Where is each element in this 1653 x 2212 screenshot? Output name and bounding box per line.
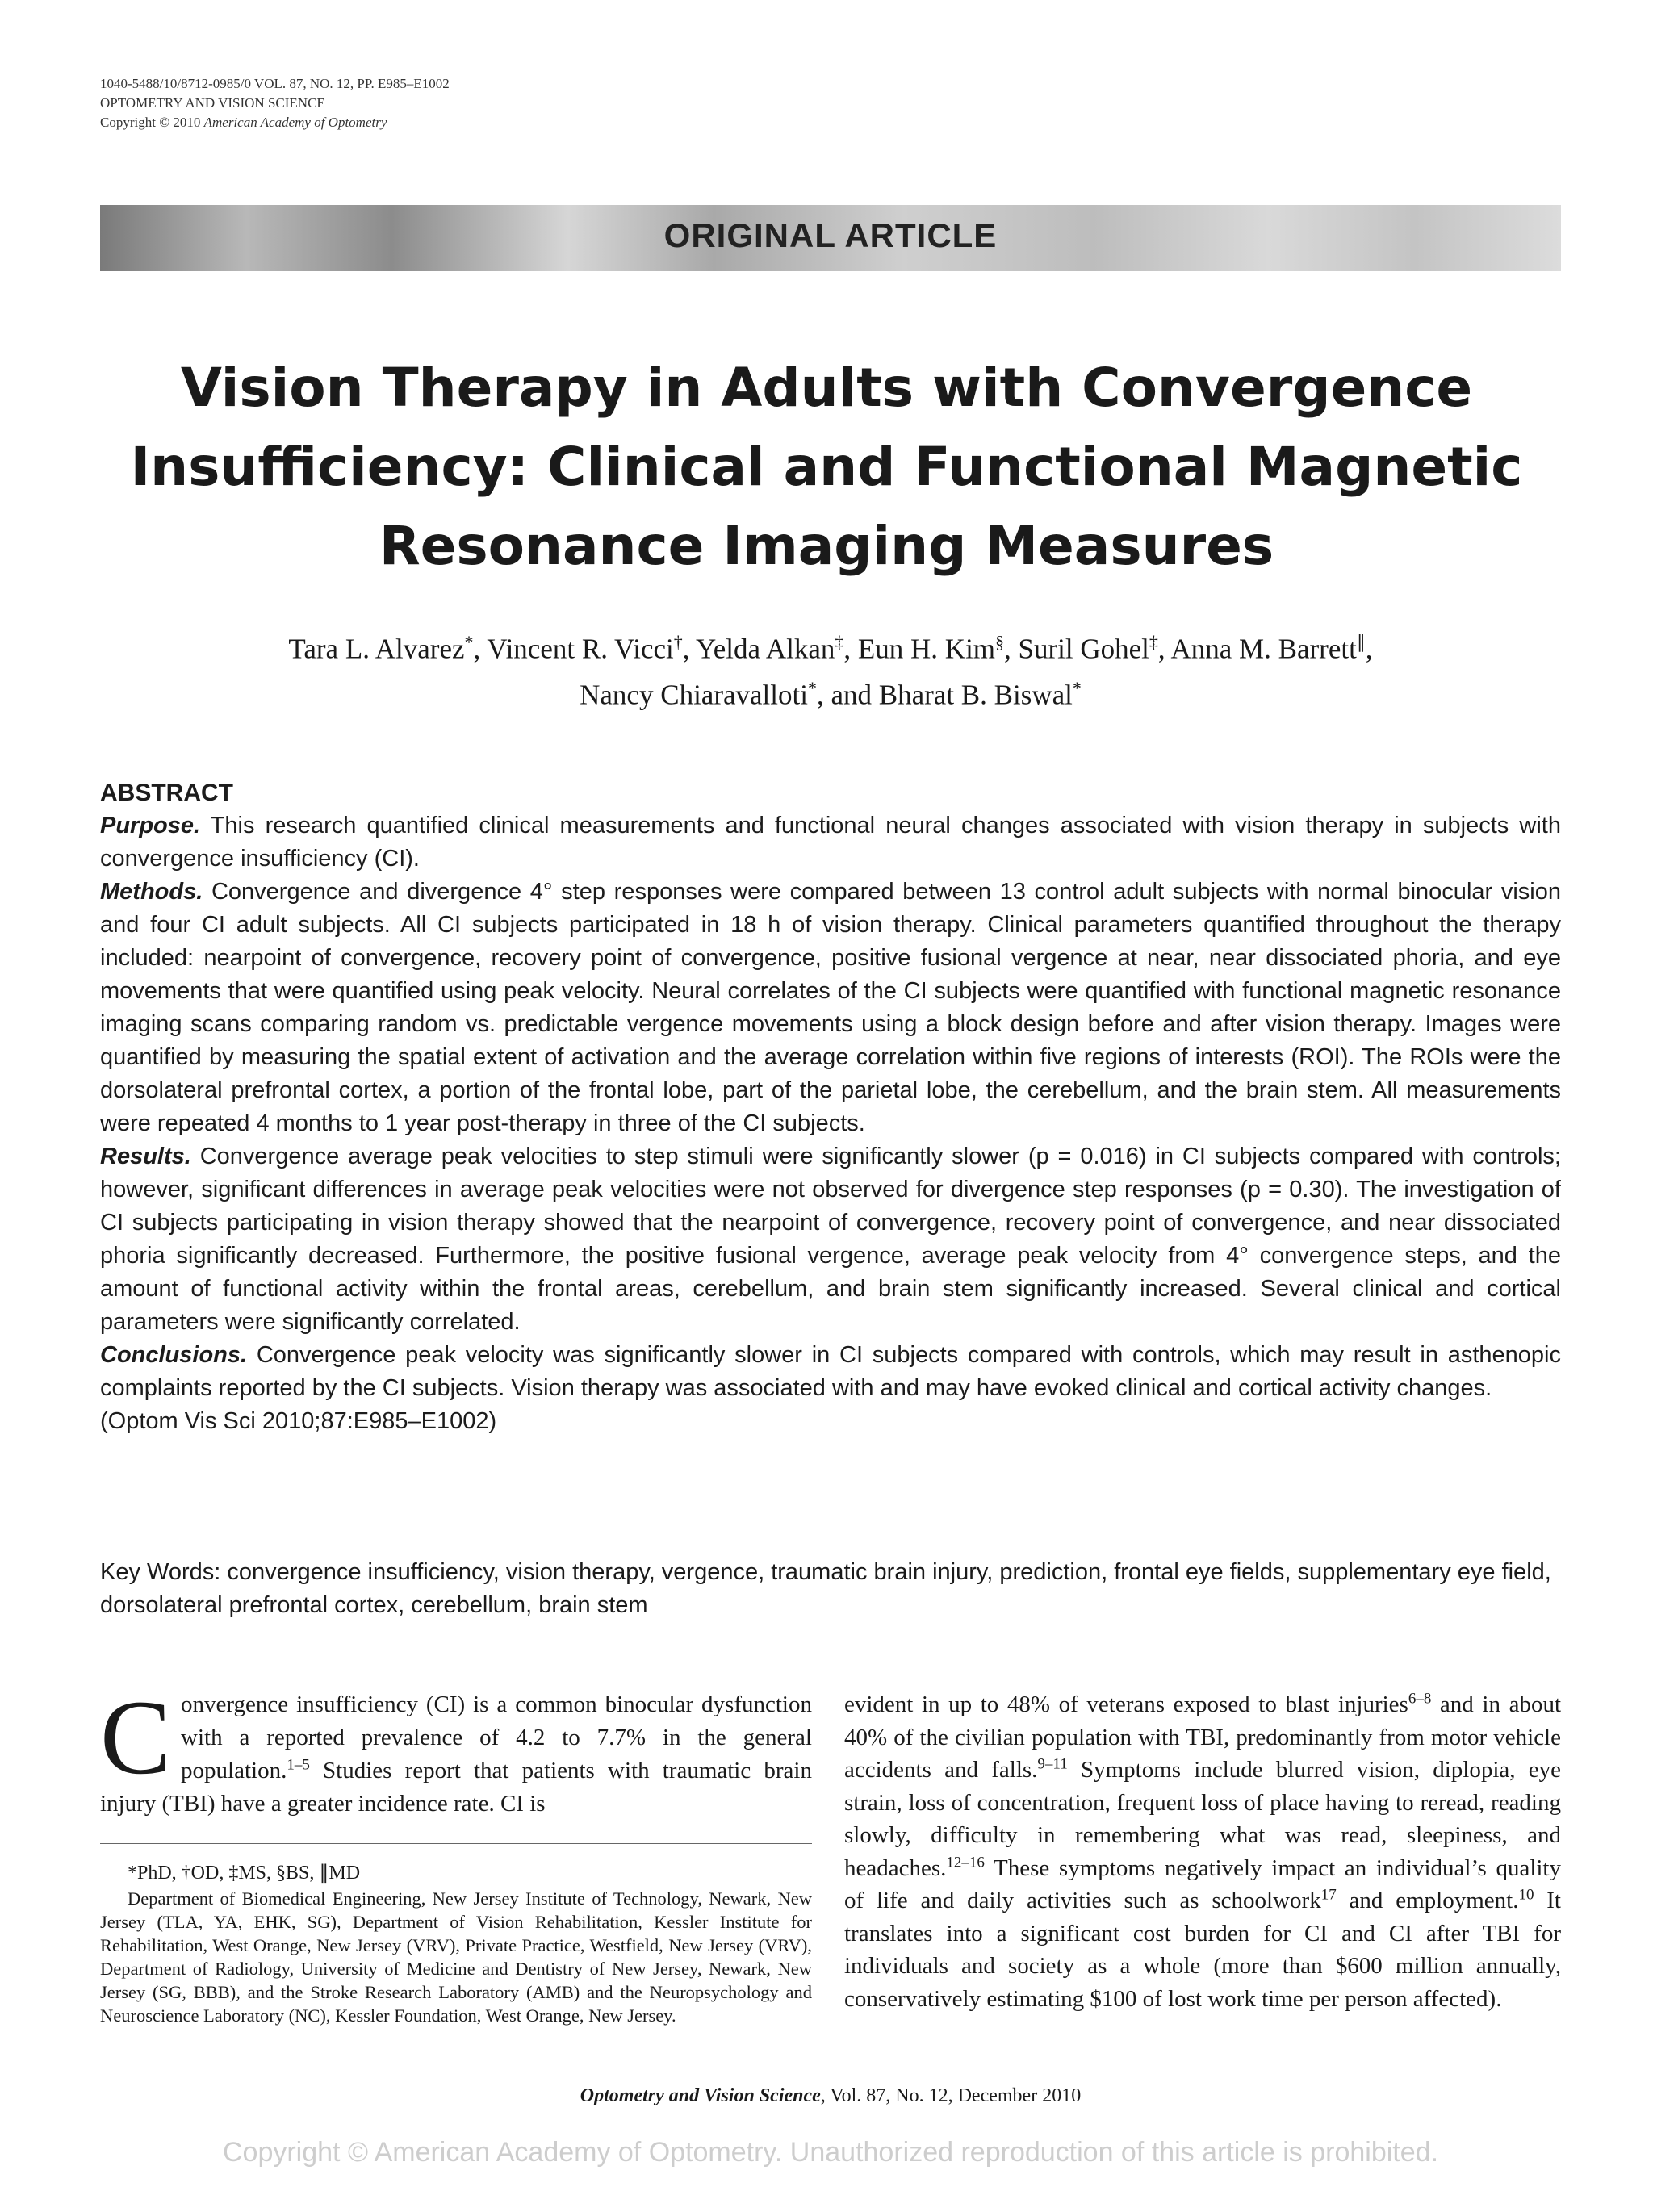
author-footnotes [100, 1859, 812, 2027]
results-label: Results. [100, 1144, 191, 1169]
author-list [100, 623, 1561, 714]
author-affiliation-mark: § [995, 632, 1005, 652]
title-line-1: Vision Therapy in Adults with Convergence [180, 357, 1473, 419]
author-name: Anna M. Barrett [1170, 633, 1357, 665]
article-type-label: ORIGINAL ARTICLE [663, 216, 998, 254]
footer-journal-name: Optometry and Vision Science [580, 2085, 821, 2106]
reference-citation: 12–16 [946, 1853, 985, 1871]
conclusions-text: Convergence peak velocity was significantly slower in CI subjects compared with controls, which may result in asthenopic complaints reported by the CI subjects. Vision therapy was associated with and may have evoked clinical and cortical activity changes. [100, 1342, 1561, 1401]
author-name: Yelda Alkan [695, 633, 835, 665]
reference-citation: 10 [1518, 1886, 1534, 1904]
copyright-watermark: Copyright © American Academy of Optometry. Unauthorized reproduction of this article is prohibited. [222, 2137, 1439, 2168]
methods-text: Convergence and divergence 4° step responses were compared between 13 control adult subjects with normal binocular vision and four CI adult subjects. All CI subjects participated in 18 h of vision therapy. Clinical parameters quantified throughout the therapy included: nearpoint of convergence, recovery point of convergence, positive fusional vergence at near, near dissociated phoria, and eye movements that were quantified using peak velocity. Neural correlates of the CI subjects were quantified with functional magnetic resonance imaging scans comparing random vs. predictable vergence movements using a block design before and after vision therapy. Images were quantified by measuring the spatial extent of activation and the average correlation within five regions of interests (ROI). The ROIs were the dorsolateral prefrontal cortex, a portion of the frontal lobe, part of the parietal lobe, the cerebellum, and the brain stem. All measurements were repeated 4 months to 1 year post-therapy in three of the CI subjects. [100, 879, 1561, 1136]
abstract-results [100, 1140, 1561, 1339]
author-name: Eun H. Kim [857, 633, 996, 665]
author-affiliation-mark: ‡ [1149, 632, 1158, 652]
author-affiliation-mark: ∥ [1356, 632, 1366, 652]
body-text: Studies report that patients with traumatic brain injury (TBI) have a greater incidence rate. CI is [100, 1758, 812, 1817]
author-name: Vincent R. Vicci [487, 633, 674, 665]
abstract [100, 776, 1561, 1438]
page-footer [100, 2085, 1561, 2107]
reference-citation: 17 [1320, 1886, 1337, 1904]
body-text: and employment. [1336, 1888, 1519, 1913]
title-line-2: Insufficiency: Clinical and Functional Magnetic [130, 436, 1523, 498]
body-text: Symptoms include blurred vision, diplopia, eye strain, loss of concentration, frequent loss of place having to reread, reading slowly, difficulty in remembering what was read, sleepiness, and headaches. [844, 1757, 1562, 1881]
issn-line: 1040-5488/10/8712-0985/0 VOL. 87, NO. 12, PP. E985–E1002 [100, 76, 450, 91]
author-degrees: *PhD, †OD, ‡MS, §BS, ∥MD [128, 1863, 361, 1884]
footnote-divider [100, 1843, 812, 1844]
footer-issue: , Vol. 87, No. 12, December 2010 [820, 2085, 1082, 2106]
abstract-methods [100, 876, 1561, 1140]
methods-label: Methods. [100, 879, 203, 905]
abstract-citation: (Optom Vis Sci 2010;87:E985–E1002) [100, 1408, 497, 1434]
purpose-label: Purpose. [100, 813, 201, 838]
article-title [81, 349, 1572, 586]
body-text: These symptoms negatively impact an individual’s quality of life and daily activities such as schoolwork [844, 1854, 1561, 1913]
purpose-text: This research quantified clinical measurements and functional neural changes associated with vision therapy in subjects with convergence insufficiency (CI). [100, 813, 1561, 872]
journal-header [100, 74, 450, 132]
title-line-3: Resonance Imaging Measures [379, 515, 1274, 577]
author-line-2: Nancy Chiaravalloti*, and Bharat B. Biswal* [580, 677, 1082, 711]
copyright-prefix: Copyright © 2010 [100, 115, 204, 130]
author-affiliation-mark: * [464, 632, 474, 652]
author-affiliation-mark: ‡ [835, 632, 844, 652]
author-name: Bharat B. Biswal [878, 679, 1073, 711]
author-affiliations: Department of Biomedical Engineering, New Jersey Institute of Technology, Newark, New Jersey (TLA, YA, EHK, SG), Department of Vision Rehabilitation, Kessler Institute for Rehabilitation, West Orange, New Jersey (VRV), Private Practice, Westfield, New Jersey (VRV), Department of Radiology, University of Medicine and Dentistry of New Jersey, Newark, New Jersey (SG, BBB), and the Stroke Research Laboratory (AMB) and the Neuropsychology and Neuroscience Laboratory (NC), Kessler Foundation, West Orange, New Jersey. [100, 1888, 812, 2026]
abstract-heading: ABSTRACT [100, 780, 233, 806]
body-left-column [100, 1678, 812, 1821]
copyright-line [100, 113, 450, 132]
keywords: Key Words: convergence insufficiency, vision therapy, vergence, traumatic brain injury, prediction, frontal eye fields, supplementary eye field, dorsolateral prefrontal cortex, cerebellum, brain stem [100, 1559, 1551, 1618]
author-name: Suril Gohel [1018, 633, 1149, 665]
body-text: It translates into a significant cost burden for CI and CI after TBI for individuals and society as a whole (more than $600 million annually, conservatively estimating $100 of lost work time per person affected). [844, 1888, 1561, 2012]
body-right-column [844, 1688, 1561, 2015]
body-text: evident in up to 48% of veterans exposed to blast injuries [844, 1691, 1408, 1717]
conclusions-label: Conclusions. [100, 1342, 248, 1368]
reference-citation: 9–11 [1037, 1755, 1068, 1773]
author-name: Nancy Chiaravalloti [580, 679, 808, 711]
abstract-conclusions [100, 1339, 1561, 1405]
author-affiliation-mark: * [807, 677, 817, 698]
drop-cap: C [100, 1678, 172, 1796]
reference-citation: 6–8 [1408, 1690, 1432, 1708]
author-affiliation-mark: † [673, 632, 683, 652]
copyright-org: American Academy of Optometry [203, 115, 387, 130]
reference-citation: 1–5 [287, 1756, 310, 1774]
results-text: Convergence average peak velocities to step stimuli were significantly slower (p = 0.016) in CI subjects compared with controls; however, significant differences in average peak velocities were not observed for divergence step responses (p = 0.30). The investigation of CI subjects participating in vision therapy showed that the nearpoint of convergence, recovery point of convergence, and near dissociated phoria significantly decreased. Furthermore, the positive fusional vergence, average peak velocity from 4° convergence steps, and the amount of functional activity within the frontal areas, cerebellum, and brain stem significantly increased. Several clinical and cortical parameters were significantly correlated. [100, 1144, 1561, 1335]
author-name: Tara L. Alvarez [288, 633, 465, 665]
body-text: onvergence insufficiency (CI) is a common binocular dysfunction with a reported prevalence of 4.2 to 7.7% in the general population. [181, 1691, 812, 1783]
author-line-1: Tara L. Alvarez*, Vincent R. Vicci†, Yelda Alkan‡, Eun H. Kim§, Suril Gohel‡, Anna M. Barrett∥, [288, 632, 1373, 665]
author-affiliation-mark: * [1072, 677, 1082, 698]
journal-name-caps: OPTOMETRY AND VISION SCIENCE [100, 95, 325, 111]
body-text: and in about 40% of the civilian population with TBI, predominantly from motor vehicle accidents and falls. [844, 1691, 1562, 1783]
abstract-purpose [100, 809, 1561, 876]
section-banner [100, 205, 1561, 271]
